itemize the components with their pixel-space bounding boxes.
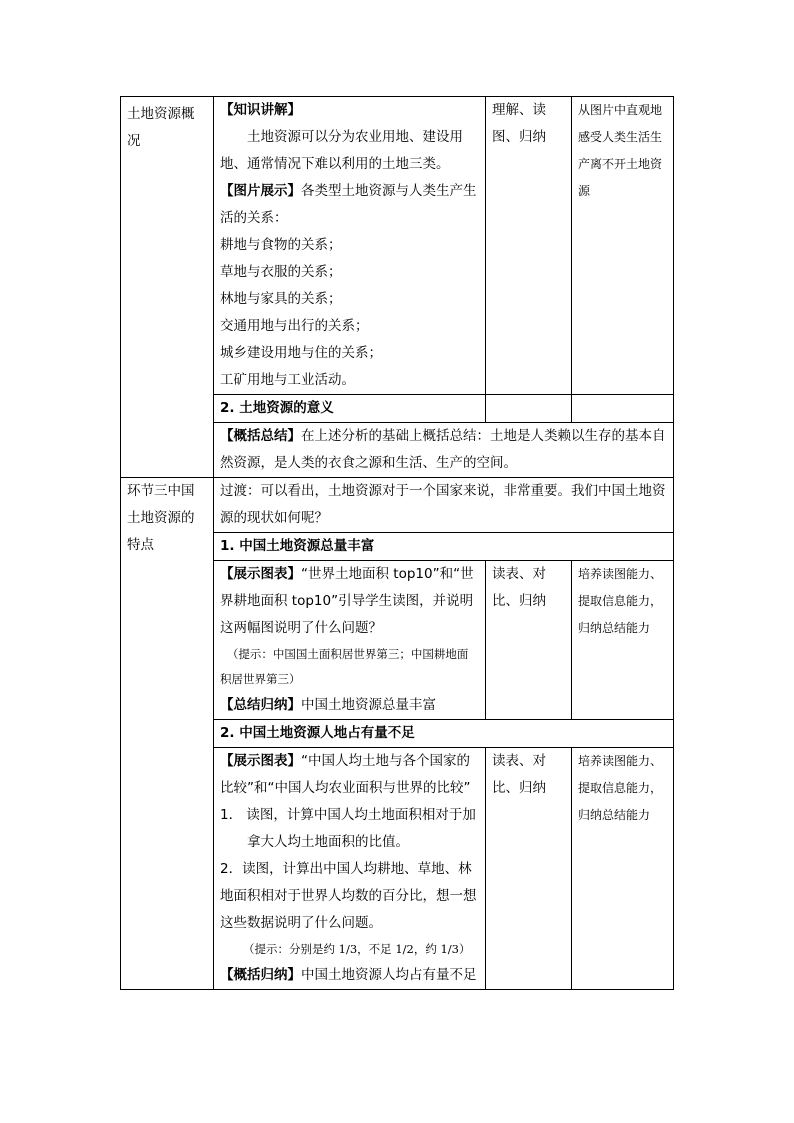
- show-tag: 【展示图表】: [220, 566, 301, 582]
- list-item: 交通用地与出行的关系；: [220, 318, 369, 334]
- task-2: 2．读图，计算出中国人均耕地、草地、林地面积相对于世界人均数的百分比，想一想这些数据说明了什么问题。: [220, 861, 477, 931]
- knowledge-text: 土地资源可以分为农业用地、建设用地、通常情况下难以利用的土地三类。: [220, 129, 463, 172]
- show-text: “中国人均土地与各个国家的比较”和“中国人均农业面积与世界的比较”: [220, 753, 471, 796]
- list-item: 林地与家具的关系；: [220, 291, 342, 307]
- conclusion-text: 中国土地资源人均占有量不足: [301, 967, 477, 983]
- empty-cell: [572, 395, 674, 423]
- part-title-cell: [214, 533, 674, 561]
- part-title-cell: [214, 720, 674, 748]
- content-cell: [214, 748, 486, 990]
- empty-cell: [486, 395, 572, 423]
- part1-title: 1. 中国土地资源总量丰富: [220, 538, 375, 554]
- hint-text: （提示：中国国土面积居世界第三；中国耕地面积居世界第三）: [220, 647, 469, 686]
- meaning-title: 2. 土地资源的意义: [220, 400, 334, 416]
- list-item: 草地与衣服的关系；: [220, 264, 342, 280]
- table-row: [121, 97, 674, 395]
- knowledge-tag: 【知识讲解】: [220, 102, 301, 118]
- summary-text: 在上述分析的基础上概括总结：土地是人类赖以生存的基本自然资源，是人类的衣食之源和生活、生产的空间。: [220, 428, 666, 471]
- hint-text: （提示：分别是约 1/3，不足 1/2，约 1/3）: [243, 942, 471, 956]
- stage-label: 土地资源概况: [127, 106, 195, 149]
- method-cell: [486, 561, 572, 720]
- goal-cell: [572, 97, 674, 395]
- method-cell: [486, 748, 572, 990]
- goal-cell: [572, 561, 674, 720]
- method-cell: [486, 97, 572, 395]
- list-item: 城乡建设用地与住的关系；: [220, 345, 382, 361]
- part2-title: 2. 中国土地资源人地占有量不足: [220, 725, 415, 741]
- list-item: 耕地与食物的关系；: [220, 237, 342, 253]
- stage-cell: [121, 97, 214, 478]
- task-1: 1． 读图，计算中国人均土地面积相对于加拿大人均土地面积的比值。: [220, 807, 476, 850]
- content-cell: [214, 97, 486, 395]
- content-cell: [214, 561, 486, 720]
- goal-text: 培养读图能力、提取信息能力，归纳总结能力: [578, 567, 663, 635]
- method-text: 读表、对比、归纳: [492, 566, 546, 609]
- stage-cell: [121, 478, 214, 990]
- stage-label: 环节三中国土地资源的特点: [127, 483, 195, 553]
- show-tag: 【展示图表】: [220, 753, 301, 769]
- pic-text: 各类型土地资源与人类生产生活的关系：: [220, 183, 477, 226]
- summary-tag: 【概括总结】: [220, 428, 301, 444]
- lesson-plan-table: [120, 96, 674, 990]
- goal-cell: [572, 748, 674, 990]
- goal-text: 培养读图能力、提取信息能力，归纳总结能力: [578, 754, 663, 822]
- transition-text: 过渡：可以看出，土地资源对于一个国家来说，非常重要。我们中国土地资源的现状如何呢？: [220, 483, 666, 526]
- conclusion-text: 中国土地资源总量丰富: [301, 697, 436, 713]
- goal-text: 从图片中直观地感受人类生活生产离不开土地资源: [578, 103, 663, 198]
- list-item: 工矿用地与工业活动。: [220, 372, 355, 388]
- transition-cell: [214, 478, 674, 533]
- method-text: 理解、读图、归纳: [492, 102, 546, 145]
- method-text: 读表、对比、归纳: [492, 753, 546, 796]
- show-text: “世界土地面积 top10”和“世界耕地面积 top10”引导学生读图，并说明这两幅图说明了什么问题？: [220, 566, 474, 636]
- table-row: [121, 478, 674, 533]
- pic-tag: 【图片展示】: [220, 183, 301, 199]
- conclusion-tag: 【总结归纳】: [220, 697, 301, 713]
- conclusion-tag: 【概括归纳】: [220, 967, 301, 983]
- summary-cell: [214, 423, 674, 478]
- content-cell: [214, 395, 486, 423]
